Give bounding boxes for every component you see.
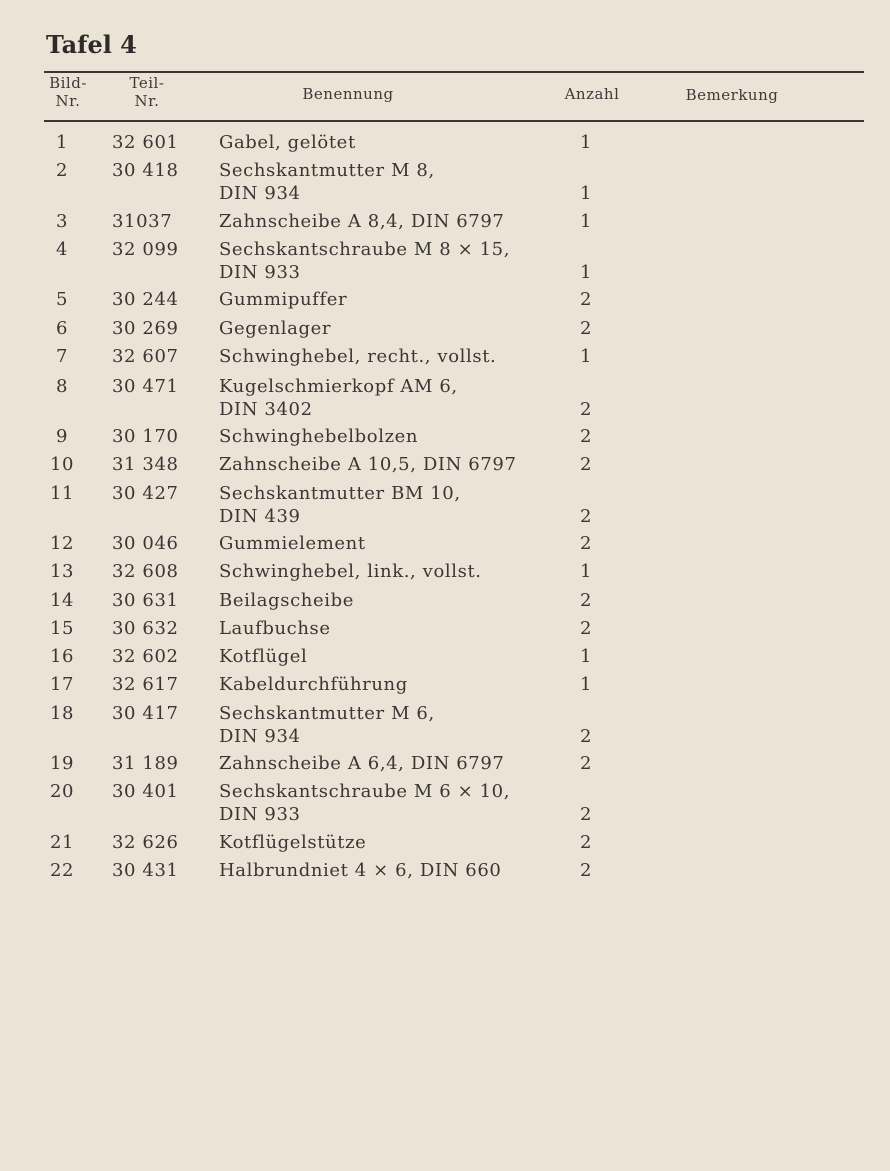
- anzahl-cell: 2: [579, 590, 593, 611]
- bild-nr-cell: 19: [49, 753, 75, 774]
- bild-nr-cell: 22: [49, 860, 75, 881]
- benennung-line: Sechskantschraube M 6 × 10,: [219, 781, 511, 802]
- bild-nr-cell: 1: [55, 132, 69, 153]
- benennung-line: DIN 933: [219, 262, 301, 283]
- bild-nr-cell: 11: [49, 483, 75, 504]
- benennung-cell: [219, 859, 564, 882]
- bild-nr-cell: 6: [55, 318, 69, 339]
- anzahl-cell: 2: [579, 726, 593, 747]
- bild-nr-cell: 2: [55, 160, 69, 181]
- benennung-line: Gabel, gelötet: [219, 132, 356, 153]
- anzahl-cell: 2: [579, 454, 593, 475]
- teil-nr-cell: 30 427: [112, 483, 179, 504]
- header-bottom-rule: [44, 120, 864, 122]
- benennung-line: Kugelschmierkopf AM 6,: [219, 376, 458, 397]
- bild-nr-cell: 3: [55, 211, 69, 232]
- benennung-cell: [219, 780, 564, 826]
- anzahl-cell: 2: [579, 533, 593, 554]
- teil-nr-cell: 31037: [112, 211, 173, 232]
- anzahl-cell: 2: [579, 860, 593, 881]
- bild-nr-cell: 16: [49, 646, 75, 667]
- teil-nr-cell: 30 046: [112, 533, 179, 554]
- benennung-cell: [219, 752, 564, 775]
- bild-nr-cell: 18: [49, 703, 75, 724]
- bild-nr-cell: 17: [49, 674, 75, 695]
- benennung-line: Gummielement: [219, 533, 366, 554]
- teil-nr-cell: 30 431: [112, 860, 179, 881]
- anzahl-cell: 1: [579, 646, 593, 667]
- benennung-line: Sechskantschraube M 8 × 15,: [219, 239, 511, 260]
- anzahl-cell: 1: [579, 262, 593, 283]
- teil-nr-cell: 30 244: [112, 289, 179, 310]
- header-teil-line1: Teil-: [129, 74, 165, 92]
- teil-nr-cell: 31 189: [112, 753, 179, 774]
- anzahl-cell: 2: [579, 804, 593, 825]
- benennung-cell: [219, 210, 564, 233]
- bild-nr-cell: 12: [49, 533, 75, 554]
- benennung-cell: [219, 317, 564, 340]
- anzahl-cell: 2: [579, 506, 593, 527]
- benennung-line: Sechskantmutter M 8,: [219, 160, 435, 181]
- anzahl-cell: 1: [579, 346, 593, 367]
- benennung-line: Laufbuchse: [219, 618, 331, 639]
- teil-nr-cell: 30 170: [112, 426, 179, 447]
- benennung-cell: [219, 131, 564, 154]
- benennung-line: Gegenlager: [219, 318, 332, 339]
- benennung-cell: [219, 425, 564, 448]
- teil-nr-cell: 32 617: [112, 674, 179, 695]
- benennung-cell: [219, 560, 564, 583]
- header-benennung: Benennung: [302, 85, 394, 103]
- benennung-line: Zahnscheibe A 10,5, DIN 6797: [219, 454, 517, 475]
- benennung-cell: [219, 702, 564, 748]
- header-bild-nr: [40, 74, 96, 110]
- anzahl-cell: 2: [579, 399, 593, 420]
- benennung-cell: [219, 345, 564, 368]
- anzahl-cell: 1: [579, 132, 593, 153]
- benennung-cell: [219, 453, 564, 476]
- bild-nr-cell: 9: [55, 426, 69, 447]
- bild-nr-cell: 21: [49, 832, 75, 853]
- teil-nr-cell: 30 401: [112, 781, 179, 802]
- anzahl-cell: 1: [579, 674, 593, 695]
- benennung-line: DIN 934: [219, 726, 301, 747]
- anzahl-cell: 1: [579, 211, 593, 232]
- bild-nr-cell: 13: [49, 561, 75, 582]
- anzahl-cell: 2: [579, 618, 593, 639]
- header-bild-line1: Bild-: [49, 74, 87, 92]
- teil-nr-cell: 32 626: [112, 832, 179, 853]
- teil-nr-cell: 30 417: [112, 703, 179, 724]
- anzahl-cell: 2: [579, 289, 593, 310]
- teil-nr-cell: 31 348: [112, 454, 179, 475]
- benennung-line: Kotflügel: [219, 646, 308, 667]
- benennung-cell: [219, 617, 564, 640]
- benennung-line: DIN 934: [219, 183, 301, 204]
- header-top-rule: [44, 71, 864, 73]
- anzahl-cell: 2: [579, 753, 593, 774]
- benennung-line: Sechskantmutter M 6,: [219, 703, 435, 724]
- benennung-line: Zahnscheibe A 6,4, DIN 6797: [219, 753, 505, 774]
- anzahl-cell: 1: [579, 561, 593, 582]
- header-anzahl: Anzahl: [564, 85, 620, 103]
- benennung-cell: [219, 589, 564, 612]
- benennung-cell: [219, 238, 564, 284]
- benennung-cell: [219, 482, 564, 528]
- header-teil-nr: [118, 74, 176, 110]
- teil-nr-cell: 32 602: [112, 646, 179, 667]
- bild-nr-cell: 15: [49, 618, 75, 639]
- bild-nr-cell: 4: [55, 239, 69, 260]
- benennung-cell: [219, 375, 564, 421]
- anzahl-cell: 2: [579, 426, 593, 447]
- teil-nr-cell: 32 607: [112, 346, 179, 367]
- benennung-line: Kotflügelstütze: [219, 832, 367, 853]
- benennung-line: Zahnscheibe A 8,4, DIN 6797: [219, 211, 505, 232]
- anzahl-cell: 1: [579, 183, 593, 204]
- benennung-line: DIN 439: [219, 506, 301, 527]
- teil-nr-cell: 30 631: [112, 590, 179, 611]
- bild-nr-cell: 10: [49, 454, 75, 475]
- page-title: Tafel 4: [46, 30, 137, 59]
- teil-nr-cell: 30 632: [112, 618, 179, 639]
- anzahl-cell: 2: [579, 832, 593, 853]
- teil-nr-cell: 32 601: [112, 132, 179, 153]
- header-bemerkung: Bemerkung: [685, 86, 779, 104]
- benennung-cell: [219, 831, 564, 854]
- bild-nr-cell: 8: [55, 376, 69, 397]
- benennung-cell: [219, 159, 564, 205]
- teil-nr-cell: 30 471: [112, 376, 179, 397]
- benennung-cell: [219, 532, 564, 555]
- benennung-cell: [219, 645, 564, 668]
- benennung-line: DIN 3402: [219, 399, 313, 420]
- benennung-line: Schwinghebel, link., vollst.: [219, 561, 482, 582]
- benennung-line: DIN 933: [219, 804, 301, 825]
- bild-nr-cell: 7: [55, 346, 69, 367]
- benennung-line: Schwinghebelbolzen: [219, 426, 419, 447]
- bild-nr-cell: 20: [49, 781, 75, 802]
- benennung-line: Kabeldurchführung: [219, 674, 408, 695]
- bild-nr-cell: 5: [55, 289, 69, 310]
- header-teil-line2: Nr.: [134, 92, 160, 110]
- bild-nr-cell: 14: [49, 590, 75, 611]
- benennung-line: Gummipuffer: [219, 289, 348, 310]
- anzahl-cell: 2: [579, 318, 593, 339]
- header-bild-line2: Nr.: [55, 92, 81, 110]
- benennung-line: Schwinghebel, recht., vollst.: [219, 346, 497, 367]
- benennung-line: Beilagscheibe: [219, 590, 354, 611]
- teil-nr-cell: 30 269: [112, 318, 179, 339]
- benennung-cell: [219, 288, 564, 311]
- benennung-line: Halbrundniet 4 × 6, DIN 660: [219, 860, 502, 881]
- teil-nr-cell: 30 418: [112, 160, 179, 181]
- benennung-cell: [219, 673, 564, 696]
- teil-nr-cell: 32 099: [112, 239, 179, 260]
- teil-nr-cell: 32 608: [112, 561, 179, 582]
- benennung-line: Sechskantmutter BM 10,: [219, 483, 461, 504]
